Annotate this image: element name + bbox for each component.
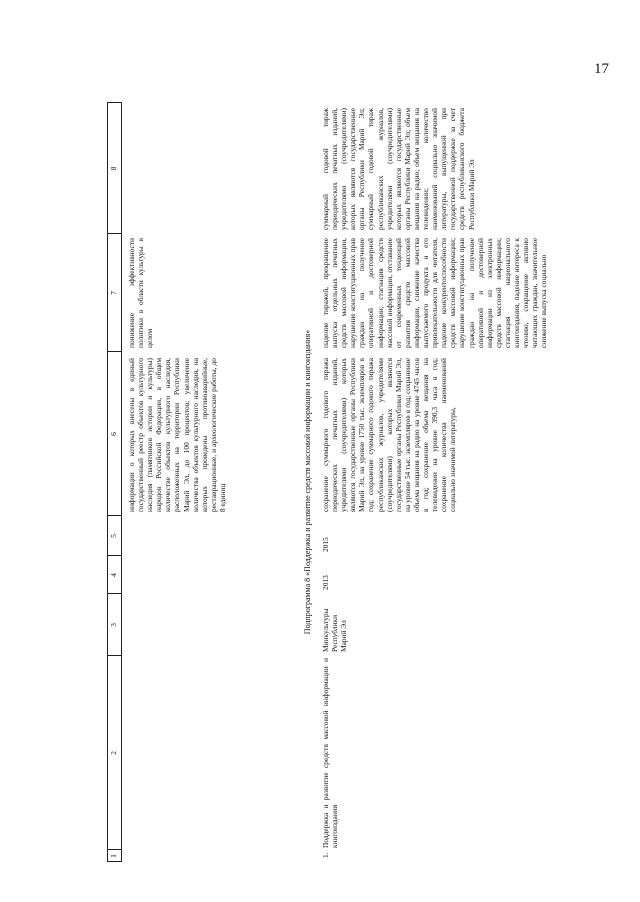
page-number: 17 — [594, 61, 609, 77]
column-number: 8 — [109, 166, 118, 171]
subprogram-title: Подпрограмма 8 «Поддержка и развитие средств массовой информации и книгоиздания» — [303, 329, 312, 635]
consequences-cell: падение тиражей, прекращение выпуска отдельных печатных средств массовой информации, нарушение конституционных прав граждан на получение оперативной и достоверной информации; стагнация средств массовой информации, отставание от современных тенденций развития средств массовой информации, снижение качества выпускаемого продукта и его привлекательности для читателя, падение конкурентоспособности средств массовой информации; нарушение конституционных прав граждан на получение оперативной и достоверной информации из электронных средств массовой информации; стагнация национального книгоиздания, падение интереса к чтению, сокращение активно читающих граждан, значительное снижение выпуска социально — [321, 238, 549, 348]
column-number: 4 — [109, 573, 118, 577]
indicators-cell: суммарный годовой тираж периодических печатных изданий, учредителями (соучредителями) которых являются государственные органы Республики Марий Эл; суммарный годовой тираж республиканских журналов, учредителями (соучредителями) которых являются государственные органы Республики Марий Эл; объем вещания на радио; объем вещания на телевидении; количество наименований социально значимой литературы, выпущенной при государственной поддержке за счет средств республиканского бюджета Республики Марий Эл — [321, 108, 476, 230]
prev-row-results-cell: информации о которых внесены в единый государственный реестр объектов культурного наследия (памятников истории и культуры) народов Российской Федерации, в общем количестве объектов культурного наследия, расположенных на территории Республики Марий Эл, до 100 процентов; увеличение количества объектов культурного наследия, на которых проведены противоаварийные, реставрационные, и археологические работы, до 8 единиц — [127, 358, 227, 512]
prev-row-consequences-cell: понижение эффективности политики в области культуры в целом — [127, 238, 155, 348]
column-number: 2 — [109, 751, 118, 755]
row-number: 1. — [321, 852, 330, 858]
table-top-rule — [107, 102, 108, 862]
executor-cell: Минкультуры Республики Марий Эл — [321, 608, 349, 652]
column-number: 3 — [109, 623, 118, 627]
column-number: 7 — [109, 291, 118, 295]
header-bottom-rule — [121, 102, 122, 862]
column-number: 1 — [109, 854, 118, 858]
expected-results-cell: сохранение суммарного годового тиража периодических печатных изданий, учредителями (соучредителями) которых являются государственные органы Республики Марий Эл, на уровне 1750 тыс. экземпляров в год; сохранение суммарного годового тиража республиканских журналов, учредителями (соучредителями) которых являются государственные органы Республики Марий Эл, на уровне 54 тыс. экземпляров в год; сохранение объема вещания на радио на уровне 4745 часов в год; сохранение объема вещания на телевидении на уровне 390,3 часа в год; сохранение количества наименований социально значимой литературы, — [321, 358, 458, 512]
measure-name-cell: Поддержка и развитие средств массовой информации и книгоиздания — [321, 658, 340, 848]
column-number: 6 — [109, 432, 118, 436]
start-year-cell: 2013 — [321, 575, 330, 590]
column-number: 5 — [109, 534, 118, 538]
rotated-table-sheet — [107, 102, 549, 862]
end-year-cell: 2015 — [321, 537, 330, 552]
